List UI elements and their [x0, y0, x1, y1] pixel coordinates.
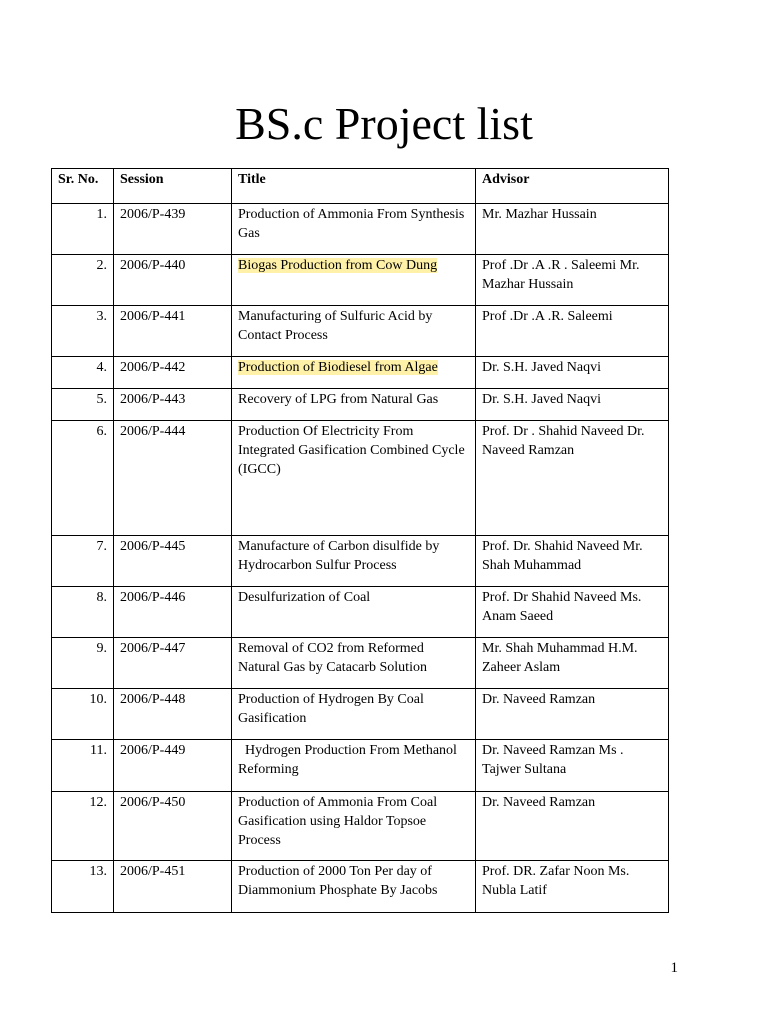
table-row: [52, 861, 669, 913]
table-row: [52, 255, 669, 306]
cell-advisor: Dr. S.H. Javed Naqvi: [476, 357, 669, 389]
cell-sr-no: 9.: [52, 638, 114, 689]
cell-advisor: Prof .Dr .A .R . Saleemi Mr. Mazhar Hussain: [476, 255, 669, 306]
cell-session: 2006/P-446: [114, 587, 232, 638]
title-text: Recovery of LPG from Natural Gas: [238, 392, 439, 407]
table-row: [52, 389, 669, 421]
cell-sr-no: 10.: [52, 689, 114, 740]
header-title: Title: [232, 169, 476, 204]
table-row: [52, 689, 669, 740]
cell-session: 2006/P-441: [114, 306, 232, 357]
cell-session: 2006/P-447: [114, 638, 232, 689]
cell-session: 2006/P-449: [114, 740, 232, 792]
title-text: Hydrogen Production From Methanol Reforming: [238, 743, 461, 777]
cell-title: [232, 638, 476, 689]
cell-sr-no: 6.: [52, 421, 114, 536]
title-text: Production of 2000 Ton Per day of Diammonium Phosphate By Jacobs: [238, 864, 438, 898]
cell-session: 2006/P-448: [114, 689, 232, 740]
cell-advisor: Mr. Shah Muhammad H.M. Zaheer Aslam: [476, 638, 669, 689]
cell-sr-no: 8.: [52, 587, 114, 638]
cell-advisor: Mr. Mazhar Hussain: [476, 204, 669, 255]
cell-session: 2006/P-443: [114, 389, 232, 421]
cell-advisor: Prof .Dr .A .R. Saleemi: [476, 306, 669, 357]
cell-advisor: Dr. Naveed Ramzan Ms . Tajwer Sultana: [476, 740, 669, 792]
title-text: Manufacturing of Sulfuric Acid by Contact Process: [238, 309, 433, 343]
cell-advisor: Prof. Dr . Shahid Naveed Dr. Naveed Ramzan: [476, 421, 669, 536]
cell-sr-no: 13.: [52, 861, 114, 913]
title-text-highlighted: Biogas Production from Cow Dung: [238, 258, 438, 273]
page-title: BS.c Project list: [235, 98, 533, 149]
cell-sr-no: 3.: [52, 306, 114, 357]
table-row: [52, 306, 669, 357]
cell-title: [232, 389, 476, 421]
cell-session: 2006/P-439: [114, 204, 232, 255]
title-text: Desulfurization of Coal: [238, 590, 371, 605]
cell-sr-no: 11.: [52, 740, 114, 792]
cell-title: [232, 421, 476, 536]
cell-session: 2006/P-450: [114, 792, 232, 861]
title-text: Manufacture of Carbon disulfide by Hydrocarbon Sulfur Process: [238, 539, 440, 573]
cell-advisor: Dr. S.H. Javed Naqvi: [476, 389, 669, 421]
cell-session: 2006/P-442: [114, 357, 232, 389]
header-sr-no: Sr. No.: [52, 169, 114, 204]
cell-session: 2006/P-451: [114, 861, 232, 913]
cell-title: [232, 587, 476, 638]
cell-sr-no: 4.: [52, 357, 114, 389]
cell-advisor: Dr. Naveed Ramzan: [476, 792, 669, 861]
cell-advisor: Prof. Dr. Shahid Naveed Mr. Shah Muhammad: [476, 536, 669, 587]
cell-title: [232, 204, 476, 255]
page-number: 1: [670, 960, 678, 976]
cell-title: [232, 792, 476, 861]
cell-sr-no: 1.: [52, 204, 114, 255]
cell-advisor: Prof. Dr Shahid Naveed Ms. Anam Saeed: [476, 587, 669, 638]
table-row: [52, 204, 669, 255]
cell-advisor: Dr. Naveed Ramzan: [476, 689, 669, 740]
cell-title: [232, 740, 476, 792]
cell-session: 2006/P-445: [114, 536, 232, 587]
project-table: [51, 168, 669, 913]
cell-title: [232, 689, 476, 740]
table-row: [52, 587, 669, 638]
title-text: Removal of CO2 from Reformed Natural Gas by Catacarb Solution: [238, 641, 427, 675]
cell-title: [232, 306, 476, 357]
cell-title: [232, 536, 476, 587]
cell-title: [232, 861, 476, 913]
cell-session: 2006/P-444: [114, 421, 232, 536]
table-row: [52, 792, 669, 861]
cell-session: 2006/P-440: [114, 255, 232, 306]
title-text: Production of Ammonia From Synthesis Gas: [238, 207, 465, 241]
cell-title: [232, 357, 476, 389]
cell-title: [232, 255, 476, 306]
cell-advisor: Prof. DR. Zafar Noon Ms. Nubla Latif: [476, 861, 669, 913]
cell-sr-no: 7.: [52, 536, 114, 587]
header-advisor: Advisor: [476, 169, 669, 204]
cell-sr-no: 12.: [52, 792, 114, 861]
cell-sr-no: 2.: [52, 255, 114, 306]
table-row: [52, 421, 669, 536]
title-text: Production of Ammonia From Coal Gasification using Haldor Topsoe Process: [238, 795, 438, 848]
table-header-row: [52, 169, 669, 204]
table-row: [52, 740, 669, 792]
table-row: [52, 638, 669, 689]
title-text-highlighted: Production of Biodiesel from Algae: [238, 360, 438, 375]
table-row: [52, 536, 669, 587]
title-text: Production of Hydrogen By Coal Gasification: [238, 692, 424, 726]
header-session: Session: [114, 169, 232, 204]
table-row: [52, 357, 669, 389]
title-text: Production Of Electricity From Integrated Gasification Combined Cycle (IGCC): [238, 424, 465, 477]
cell-sr-no: 5.: [52, 389, 114, 421]
